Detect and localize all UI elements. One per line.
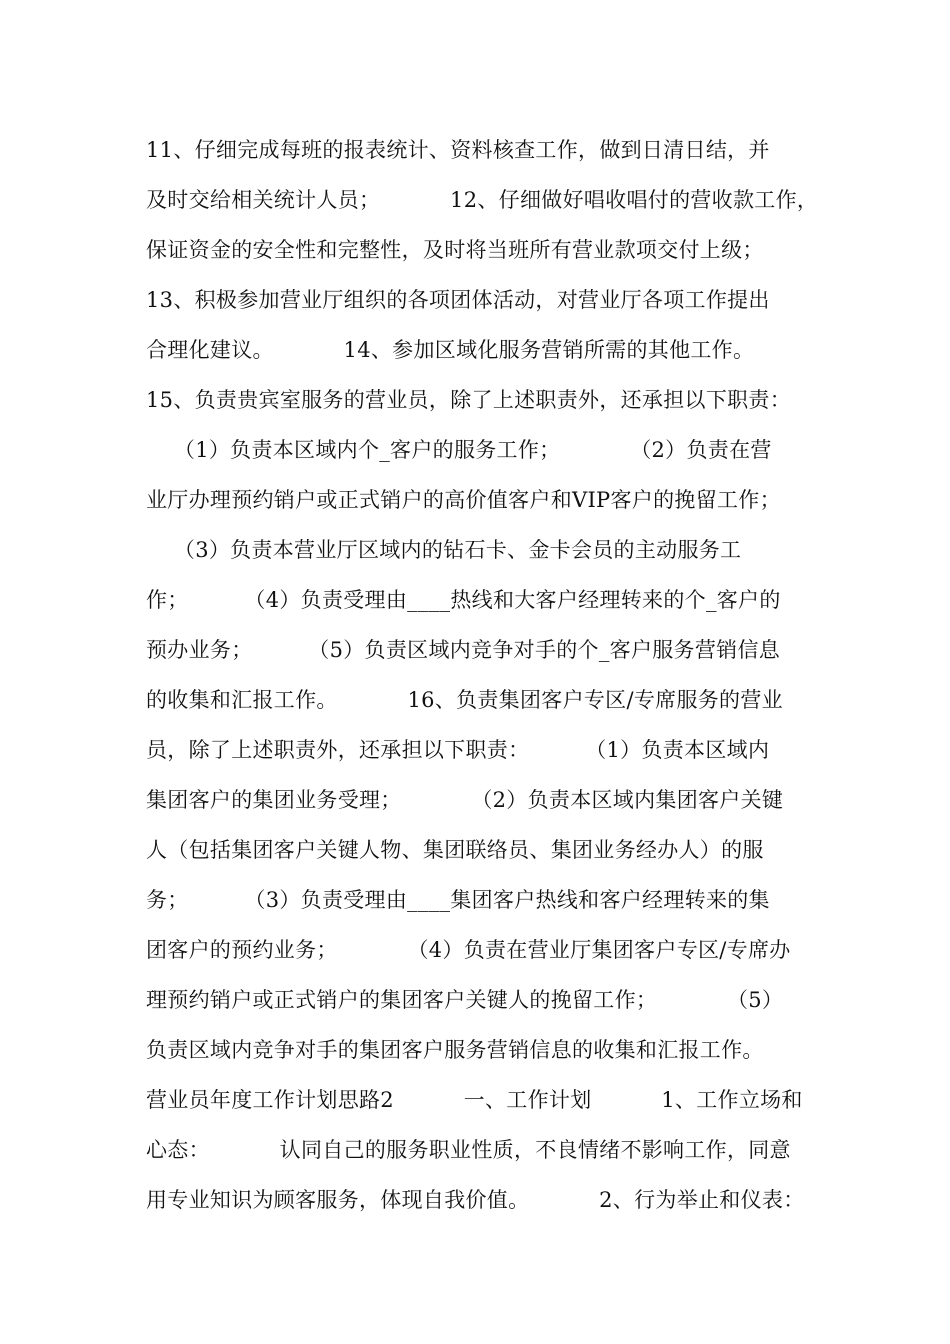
text-line: 业厅办理预约销户或正式销户的高价值客户和VIP客户的挽留工作； bbox=[146, 488, 781, 512]
text-line: 用专业知识为顾客服务，体现自我价值。 2、行为举止和仪表： bbox=[146, 1188, 805, 1212]
text-line: 人（包括集团客户关键人物、集团联络员、集团业务经办人）的服 bbox=[146, 838, 764, 862]
text-line: （1）负责本区域内个_客户的服务工作； （2）负责在营 bbox=[146, 438, 772, 462]
text-line: 集团客户的集团业务受理； （2）负责本区域内集团客户关键 bbox=[146, 788, 784, 812]
text-line: 负责区域内竞争对手的集团客户服务营销信息的收集和汇报工作。 bbox=[146, 1038, 764, 1062]
text-line: 心态： 认同自己的服务职业性质，不良情绪不影响工作，同意 bbox=[146, 1138, 791, 1162]
text-line: 11、仔细完成每班的报表统计、资料核查工作，做到日清日结，并 bbox=[146, 138, 770, 162]
text-line: 15、负责贵宾室服务的营业员，除了上述职责外，还承担以下职责： bbox=[146, 388, 792, 412]
text-line: 保证资金的安全性和完整性，及时将当班所有营业款项交付上级； bbox=[146, 238, 764, 262]
text-line: （3）负责本营业厅区域内的钻石卡、金卡会员的主动服务工 bbox=[146, 538, 742, 562]
text-line: 员，除了上述职责外，还承担以下职责： （1）负责本区域内 bbox=[146, 738, 770, 762]
text-line: 理预约销户或正式销户的集团客户关键人的挽留工作； （5） bbox=[146, 988, 784, 1012]
text-line: 预办业务； （5）负责区域内竞争对手的个_客户服务营销信息 bbox=[146, 638, 781, 662]
text-line: 营业员年度工作计划思路2 一、工作计划 1、工作立场和 bbox=[146, 1088, 803, 1112]
text-line: 作； （4）负责受理由____热线和大客户经理转来的个_客户的 bbox=[146, 588, 781, 612]
text-line: 合理化建议。 14、参加区域化服务营销所需的其他工作。 bbox=[146, 338, 755, 362]
text-line: 团客户的预约业务； （4）负责在营业厅集团客户专区/专席办 bbox=[146, 938, 791, 962]
text-line: 务； （3）负责受理由____集团客户热线和客户经理转来的集 bbox=[146, 888, 770, 912]
text-line: 的收集和汇报工作。 16、负责集团客户专区/专席服务的营业 bbox=[146, 688, 783, 712]
text-line: 13、积极参加营业厅组织的各项团体活动，对营业厅各项工作提出 bbox=[146, 288, 770, 312]
text-line: 及时交给相关统计人员； 12、仔细做好唱收唱付的营收款工作， bbox=[146, 188, 819, 212]
